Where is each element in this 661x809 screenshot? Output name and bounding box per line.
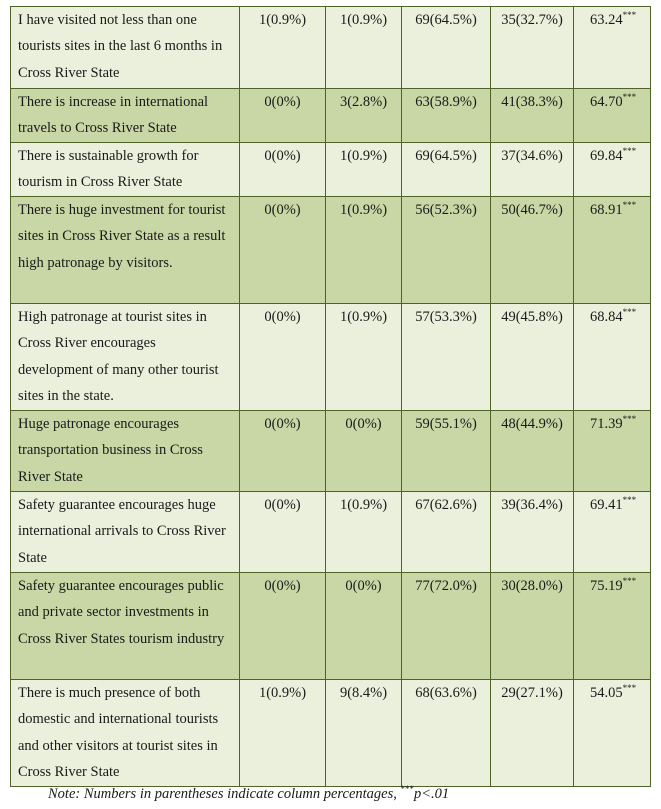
significance-marker: ***	[622, 200, 637, 210]
table-row	[11, 680, 651, 787]
value-cell: 9(8.4%)	[326, 680, 402, 787]
significance-marker: ***	[622, 10, 637, 20]
table-row	[11, 89, 651, 143]
note-text: Note: Numbers in parentheses indicate column percentages,	[48, 786, 401, 802]
table-row	[11, 492, 651, 573]
value-cell: 0(0%)	[326, 573, 402, 680]
chi-square-cell	[574, 492, 651, 573]
value-cell: 1(0.9%)	[240, 680, 326, 787]
chi-square-cell	[574, 89, 651, 143]
value-cell: 0(0%)	[326, 411, 402, 492]
value-cell: 0(0%)	[240, 143, 326, 197]
table-row	[11, 304, 651, 411]
statement-cell: I have visited not less than one tourists sites in the last 6 months in Cross River State	[11, 7, 240, 89]
chi-square-value: 75.19	[589, 578, 623, 594]
value-cell: 0(0%)	[240, 304, 326, 411]
chi-square-value: 64.70	[589, 94, 623, 110]
significance-marker: ***	[622, 414, 637, 424]
value-cell: 1(0.9%)	[326, 7, 402, 89]
value-cell: 0(0%)	[240, 411, 326, 492]
value-cell: 1(0.9%)	[326, 304, 402, 411]
value-cell: 63(58.9%)	[402, 89, 491, 143]
table-row	[11, 143, 651, 197]
survey-results-table	[10, 6, 651, 787]
value-cell: 69(64.5%)	[402, 143, 491, 197]
statement-cell: There is huge investment for tourist sites in Cross River State as a result high patronage by visitors.	[11, 197, 240, 304]
value-cell: 59(55.1%)	[402, 411, 491, 492]
statement-cell: There is much presence of both domestic and international tourists and other visitors at tourist sites in Cross River State	[11, 680, 240, 787]
value-cell: 1(0.9%)	[326, 492, 402, 573]
value-cell: 48(44.9%)	[491, 411, 574, 492]
chi-square-value: 68.91	[589, 202, 623, 218]
chi-square-value: 69.41	[589, 497, 623, 513]
chi-square-value: 69.84	[589, 148, 623, 164]
value-cell: 37(34.6%)	[491, 143, 574, 197]
chi-square-cell	[574, 573, 651, 680]
value-cell: 77(72.0%)	[402, 573, 491, 680]
value-cell: 0(0%)	[240, 573, 326, 680]
value-cell: 1(0.9%)	[326, 197, 402, 304]
value-cell: 56(52.3%)	[402, 197, 491, 304]
value-cell: 50(46.7%)	[491, 197, 574, 304]
value-cell: 29(27.1%)	[491, 680, 574, 787]
statement-cell: High patronage at tourist sites in Cross River encourages development of many other tourist sites in the state.	[11, 304, 240, 411]
statement-cell: Huge patronage encourages transportation business in Cross River State	[11, 411, 240, 492]
chi-square-value: 54.05	[589, 685, 623, 701]
table-note	[48, 786, 449, 803]
table-row	[11, 573, 651, 680]
statement-cell: Safety guarantee encourages public and private sector investments in Cross River States tourism industry	[11, 573, 240, 680]
chi-square-cell	[574, 411, 651, 492]
statement-cell: There is increase in international travels to Cross River State	[11, 89, 240, 143]
value-cell: 67(62.6%)	[402, 492, 491, 573]
note-significance-marker: ***	[400, 784, 414, 794]
significance-marker: ***	[622, 683, 637, 693]
statement-cell: Safety guarantee encourages huge international arrivals to Cross River State	[11, 492, 240, 573]
chi-square-value: 63.24	[589, 12, 623, 28]
value-cell: 57(53.3%)	[402, 304, 491, 411]
value-cell: 41(38.3%)	[491, 89, 574, 143]
statement-cell: There is sustainable growth for tourism in Cross River State	[11, 143, 240, 197]
note-threshold: <.01	[421, 786, 450, 802]
significance-marker: ***	[622, 576, 637, 586]
significance-marker: ***	[622, 92, 637, 102]
value-cell: 0(0%)	[240, 197, 326, 304]
value-cell: 49(45.8%)	[491, 304, 574, 411]
value-cell: 30(28.0%)	[491, 573, 574, 680]
survey-table-container	[10, 6, 650, 787]
value-cell: 1(0.9%)	[326, 143, 402, 197]
value-cell: 69(64.5%)	[402, 7, 491, 89]
chi-square-value: 68.84	[589, 309, 623, 325]
chi-square-cell	[574, 7, 651, 89]
significance-marker: ***	[622, 146, 637, 156]
note-p-symbol: p	[414, 786, 422, 802]
value-cell: 39(36.4%)	[491, 492, 574, 573]
value-cell: 35(32.7%)	[491, 7, 574, 89]
significance-marker: ***	[622, 495, 637, 505]
chi-square-value: 71.39	[589, 416, 623, 432]
chi-square-cell	[574, 143, 651, 197]
chi-square-cell	[574, 197, 651, 304]
table-row	[11, 411, 651, 492]
value-cell: 0(0%)	[240, 492, 326, 573]
chi-square-cell	[574, 680, 651, 787]
table-row	[11, 7, 651, 89]
value-cell: 1(0.9%)	[240, 7, 326, 89]
table-row	[11, 197, 651, 304]
chi-square-cell	[574, 304, 651, 411]
value-cell: 68(63.6%)	[402, 680, 491, 787]
significance-marker: ***	[622, 307, 637, 317]
value-cell: 3(2.8%)	[326, 89, 402, 143]
value-cell: 0(0%)	[240, 89, 326, 143]
